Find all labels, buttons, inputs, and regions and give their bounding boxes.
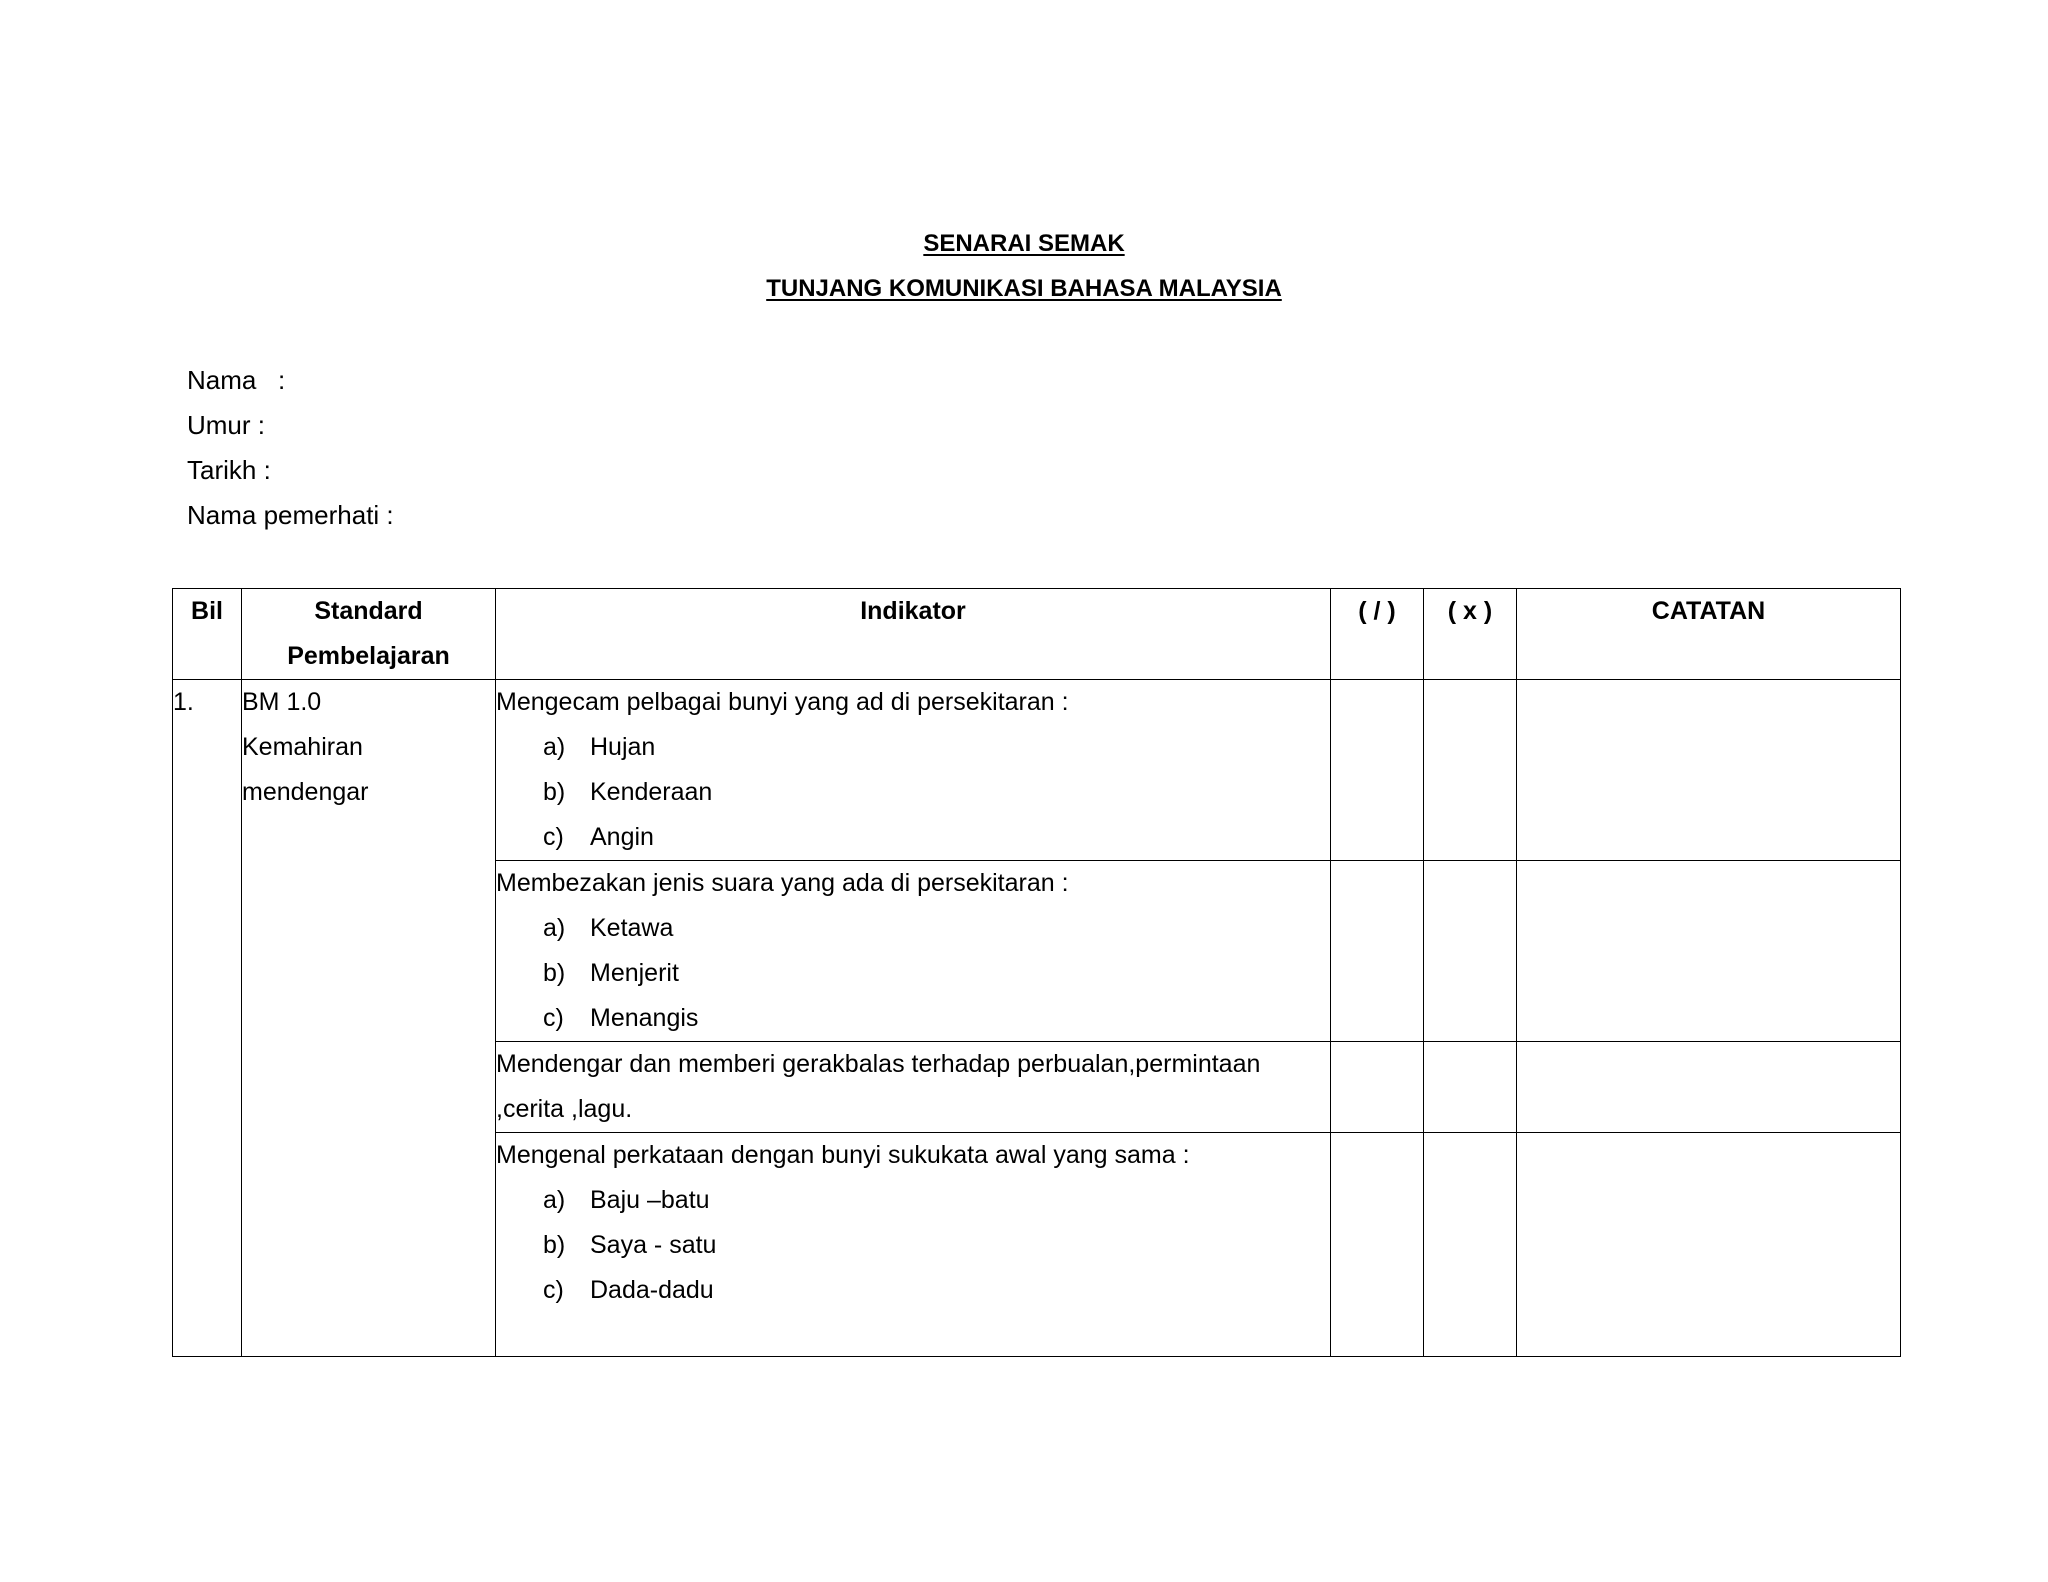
header-tick: ( / ) [1331,589,1424,680]
indikator-option: b) Kenderaan [543,778,713,806]
indikator-option: c) Dada-dadu [543,1276,714,1304]
checklist-table [172,588,1901,1357]
cell-tick[interactable] [1331,1042,1424,1133]
indikator-option: a) Hujan [543,733,656,761]
cell-bil: 1. [173,680,242,1357]
header-cross: ( x ) [1424,589,1517,680]
cell-cross[interactable] [1424,1042,1517,1133]
cell-indikator [496,1042,1331,1133]
cell-indikator [496,861,1331,1042]
field-nama: Nama : [187,365,286,395]
cell-tick[interactable] [1331,861,1424,1042]
cell-cross[interactable] [1424,680,1517,861]
indikator-text: Mendengar dan memberi gerakbalas terhadap perbualan,permintaan [496,1050,1261,1078]
indikator-option: c) Menangis [543,1004,699,1032]
field-tarikh: Tarikh : [187,455,271,485]
table-header-row [173,589,1901,680]
cell-cross[interactable] [1424,1133,1517,1357]
indikator-text: Membezakan jenis suara yang ada di persekitaran : [496,869,1069,897]
document-title: SENARAI SEMAK [923,230,1125,257]
indikator-option: b) Menjerit [543,959,679,987]
cell-catatan[interactable] [1517,1042,1901,1133]
indikator-text: Mengenal perkataan dengan bunyi sukukata awal yang sama : [496,1141,1190,1169]
header-indikator: Indikator [496,589,1331,680]
cell-cross[interactable] [1424,861,1517,1042]
cell-catatan[interactable] [1517,1133,1901,1357]
indikator-text-continued: ,cerita ,lagu. [496,1095,633,1123]
cell-standard [242,680,496,1357]
document-subtitle: TUNJANG KOMUNIKASI BAHASA MALAYSIA [766,275,1282,302]
cell-tick[interactable] [1331,1133,1424,1357]
indikator-option: a) Baju –batu [543,1186,710,1214]
header-bil: Bil [173,589,242,680]
cell-indikator [496,680,1331,861]
cell-indikator [496,1133,1331,1357]
indikator-text: Mengecam pelbagai bunyi yang ad di persekitaran : [496,688,1069,716]
standard-line3: mendengar [242,778,369,806]
field-nama-pemerhati: Nama pemerhati : [187,500,394,530]
header-standard-pembelajaran [242,589,496,680]
field-umur: Umur : [187,410,265,440]
header-standard-line2: Pembelajaran [287,642,450,670]
standard-code: BM 1.0 [242,688,322,716]
header-catatan: CATATAN [1517,589,1901,680]
indikator-option: b) Saya - satu [543,1231,717,1259]
standard-line2: Kemahiran [242,733,363,761]
indikator-option: c) Angin [543,823,654,851]
cell-tick[interactable] [1331,680,1424,861]
cell-catatan[interactable] [1517,680,1901,861]
table-row [173,680,1901,861]
indikator-option: a) Ketawa [543,914,674,942]
header-standard-line1: Standard [314,597,423,625]
cell-catatan[interactable] [1517,861,1901,1042]
